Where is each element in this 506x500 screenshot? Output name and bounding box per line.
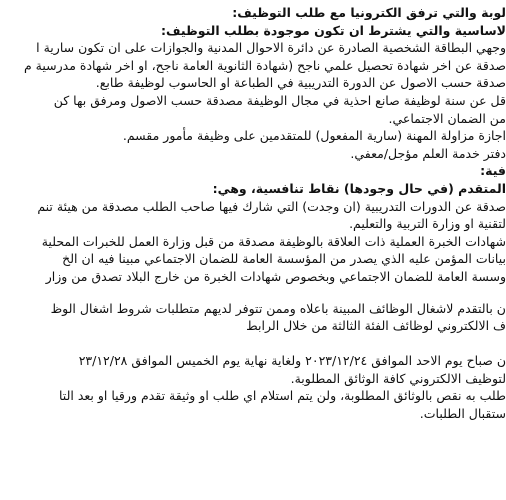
paragraph-line: ن صباح يوم الاحد الموافق ٢٠٢٣/١٢/٢٤ ولغاية نهاية يوم الخميس الموافق ٢٣/١٢/٢٨ [78, 353, 506, 369]
list-item: وسسة العامة للضمان الاجتماعي وبخصوص شهادات الخبرة من خارج البلاد تصدق من وزار [45, 268, 506, 284]
list-item: بيانات المؤمن عليه الذي يصدر من المؤسسة العامة للضمان الاجتماعي مبينا فيه ان الخ [62, 251, 506, 267]
subsection-heading: لاساسية والتي يشترط ان تكون موجودة بطلب التوظيف: [160, 22, 506, 38]
list-item: دفتر خدمة العلم مؤجل/معفي. [350, 145, 506, 161]
list-item: من الضمان الاجتماعي. [388, 110, 506, 126]
list-item: اجازة مزاولة المهنة (سارية المفعول) للمتقدمين على وظيفة مأمور مقسم. [122, 128, 506, 144]
paragraph-line: ن بالتقدم لاشغال الوظائف المبينة باعلاه وممن تتوفر لديهم متطلبات شروط اشغال الوظ [50, 300, 506, 316]
list-item: شهادات الخبرة العملية ذات العلاقة بالوظيفة مصدقة من قبل وزارة العمل للخبرات المحلية [41, 233, 506, 249]
subsection-heading: فية: [480, 163, 506, 179]
paragraph-line: ستقبال الطلبات. [419, 406, 506, 422]
document-body [0, 4, 506, 423]
application-link[interactable] [0, 335, 506, 353]
paragraph-line: طلب به نقص بالوثائق المطلوبة، ولن يتم استلام اي طلب او وثيقة تقدم ورقيا او بعد التا [58, 388, 506, 404]
list-item: صدقة عن اخر شهادة تحصيل علمي ناجح (شهادة الثانوية العامة ناجح، او اخر شهادة مدرسية م [23, 57, 506, 73]
paragraph-gap [0, 286, 506, 300]
list-item: صدقة حسب الاصول عن الدورة التدريبية في الطباعة او الحاسوب لوظيفة طابع. [95, 75, 506, 91]
list-item: قل عن سنة لوظيفة صانع احذية في مجال الوظيفة مصدقة حسب الاصول ومرفق بها كن [53, 92, 506, 108]
list-item: وجهي البطاقة الشخصية الصادرة عن دائرة الاحوال المدنية والجوازات على ان تكون سارية ا [36, 40, 506, 56]
section-heading: لوبة والتي ترفق الكترونيا مع طلب التوظيف: [232, 5, 506, 20]
list-item: صدقة عن الدورات التدريبية (ان وجدت) التي شارك فيها صاحب الطلب مصدقة من هيئة تنم [37, 198, 506, 214]
section-intro: المتقدم (في حال وجودها) نقاط تنافسية، وهي: [212, 180, 506, 196]
paragraph-line: لتوظيف الالكتروني كافة الوثائق المطلوبة. [290, 370, 506, 386]
list-item: لتقنية او وزارة التربية والتعليم. [349, 216, 506, 232]
paragraph-line: ف الالكتروني لوظائف الفئة الثالثة من خلال الرابط [246, 318, 506, 334]
